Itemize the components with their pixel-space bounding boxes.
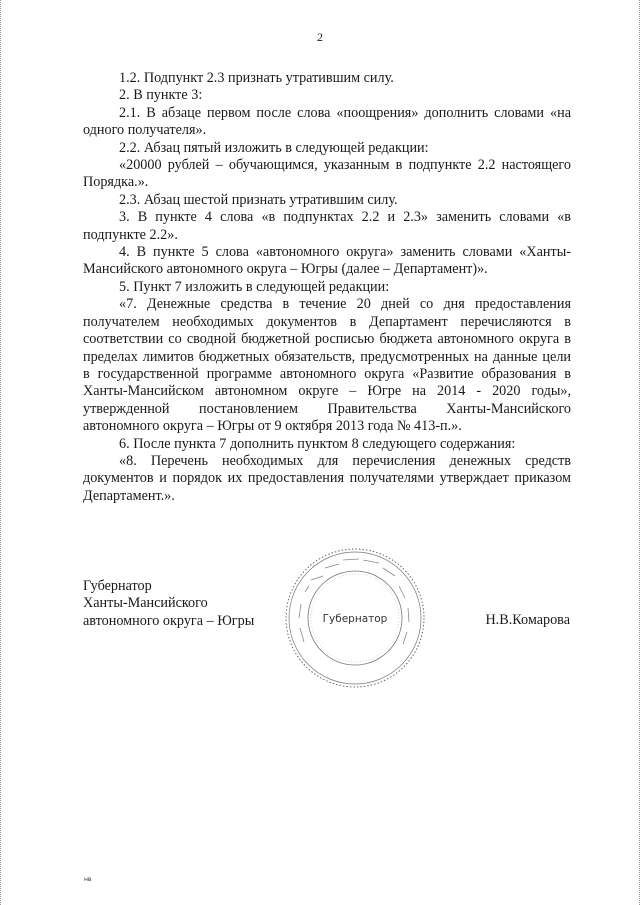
paragraph-4: 4. В пункте 5 слова «автономного округа» заменить словами «Ханты-Мансийского автономного округа – Югры (далее – Департамент)». [83,244,571,278]
signatory-title-line-3: автономного округа – Югры [83,612,255,629]
paragraph-2-3: 2.3. Абзац шестой признать утратившим силу. [119,191,398,208]
footer-initials: нв [84,876,92,883]
paragraph-2-2-quote: «20000 рублей – обучающимся, указанным в подпункте 2.2 настоящего Порядка.». [83,157,571,191]
document-body [83,70,571,505]
seal-label: Губернатор [322,613,388,625]
signatory-title [83,578,303,630]
paragraph-6-quote: «8. Перечень необходимых для перечисления денежных средств документов и порядок их предоставления получателями утверждает приказом Департамент.». [83,452,571,504]
paragraph-2: 2. В пункте 3: [119,87,203,104]
paragraph-6: 6. После пункта 7 дополнить пунктом 8 следующего содержания: [119,435,516,452]
paragraph-5: 5. Пункт 7 изложить в следующей редакции: [119,278,390,295]
paragraph-2-1: 2.1. В абзаце первом после слова «поощрения» дополнить словами «на одного получателя». [83,104,571,139]
signatory-name: Н.В.Комарова [485,612,570,628]
signatory-title-line-1: Губернатор [83,578,152,594]
page-number: 2 [317,30,323,44]
paragraph-2-2: 2.2. Абзац пятый изложить в следующей редакции: [119,139,429,156]
signatory-title-line-2: Ханты-Мансийского [83,595,208,612]
paragraph-3: 3. В пункте 4 слова «в подпунктах 2.2 и 2.3» заменить словами «в подпункте 2.2». [83,209,571,243]
paragraph-1-2: 1.2. Подпункт 2.3 признать утратившим силу. [119,70,394,86]
scan-edge-left [0,0,3,905]
paragraph-5-quote: «7. Денежные средства в течение 20 дней со дня предоставления получателем необходимых документов в Департамент перечисляются в соответствии со сводной бюджетной росписью бюджета автономного округа в пределах лимитов бюджетных обязательств, предусмотренных на данные цели в государственной программе автономного округа «Развитие образования в Ханты-Мансийском автономном округе – Югре на 2014 - 2020 годы», утвержденной постановлением Правительства Ханты-Мансийского автономного округа – Югры от 9 октября 2013 года № 413-п.». [83,296,571,435]
